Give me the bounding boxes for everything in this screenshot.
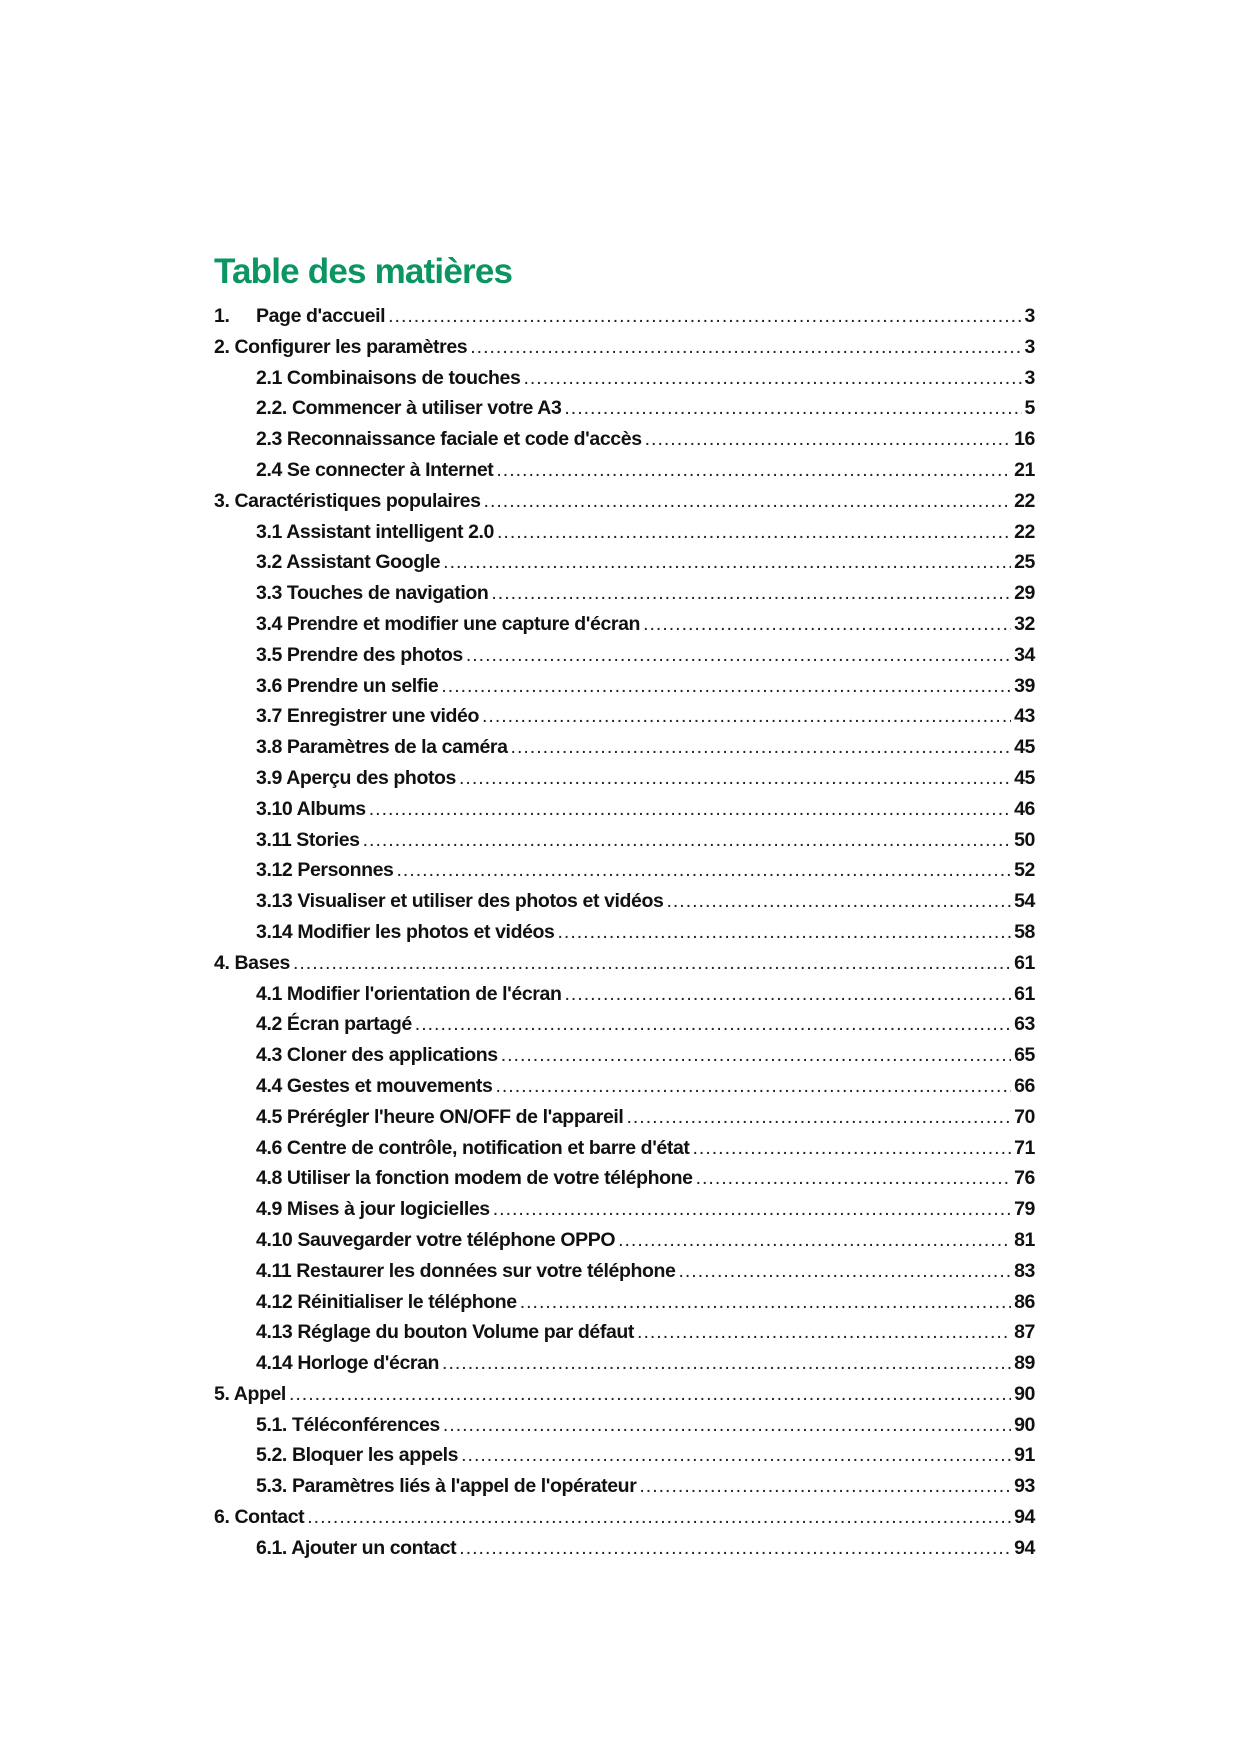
toc-entry-page: 61 — [1014, 982, 1035, 1005]
toc-entry-page: 58 — [1014, 920, 1035, 943]
dot-leader — [461, 1444, 1011, 1467]
toc-entry-title: 5.2. Bloquer les appels — [256, 1444, 459, 1467]
dot-leader — [493, 1198, 1011, 1221]
toc-entry-page: 39 — [1014, 674, 1035, 697]
toc-entry-page: 87 — [1014, 1321, 1035, 1344]
toc-entry-title: 3.6 Prendre un selfie — [256, 674, 439, 697]
toc-entry-title: 3.13 Visualiser et utiliser des photos et vidéos — [256, 890, 664, 913]
toc-entry[interactable] — [214, 459, 1035, 490]
toc-entry-title: 3.7 Enregistrer une vidéo — [256, 705, 480, 728]
dot-leader — [459, 767, 1011, 790]
toc-entry-title: 4.9 Mises à jour logicielles — [256, 1198, 490, 1221]
toc-entry-title: 2. Configurer les paramètres — [214, 335, 468, 358]
toc-entry-page: 50 — [1014, 828, 1035, 851]
dot-leader — [484, 490, 1012, 513]
toc-entry-page: 83 — [1014, 1259, 1035, 1282]
dot-leader — [696, 1167, 1012, 1190]
toc-entry[interactable] — [214, 1167, 1035, 1198]
toc-entry-title: 2.3 Reconnaissance faciale et code d'accès — [256, 428, 642, 451]
toc-entry[interactable] — [214, 1383, 1035, 1414]
toc-entry-page: 29 — [1014, 582, 1035, 605]
dot-leader — [293, 952, 1011, 975]
toc-entry[interactable] — [214, 859, 1035, 890]
dot-leader — [443, 1414, 1011, 1437]
dot-leader — [666, 890, 1011, 913]
dot-leader — [645, 428, 1011, 451]
toc-entry-page: 94 — [1014, 1536, 1035, 1559]
dot-leader — [289, 1383, 1011, 1406]
toc-entry-page: 22 — [1014, 489, 1035, 512]
dot-leader — [618, 1229, 1011, 1252]
toc-entry-page: 21 — [1014, 458, 1035, 481]
dot-leader — [564, 397, 1021, 420]
toc-entry-title: 3.10 Albums — [256, 797, 366, 820]
toc-entry-page: 90 — [1014, 1413, 1035, 1436]
dot-leader — [693, 1137, 1012, 1160]
toc-entry-title: 4.5 Prérégler l'heure ON/OFF de l'appareil — [256, 1105, 624, 1128]
toc-entry-title: 5.3. Paramètres liés à l'appel de l'opérateur — [256, 1475, 637, 1498]
dot-leader — [442, 1352, 1011, 1375]
toc-entry-page: 3 — [1024, 366, 1035, 389]
toc-entry-page: 89 — [1014, 1352, 1035, 1375]
toc-entry-title: 3.1 Assistant intelligent 2.0 — [256, 520, 495, 543]
toc-entry-page: 61 — [1014, 951, 1035, 974]
toc-entry[interactable] — [214, 490, 1035, 521]
toc-entry-page: 45 — [1014, 766, 1035, 789]
toc-entry[interactable] — [214, 921, 1035, 952]
toc-entry-title: 3.4 Prendre et modifier une capture d'écran — [256, 612, 641, 635]
dot-leader — [369, 798, 1011, 821]
toc-entry-title: 3.2 Assistant Google — [256, 551, 441, 574]
toc-entry-title: 3.14 Modifier les photos et vidéos — [256, 920, 555, 943]
toc-entry[interactable] — [214, 736, 1035, 767]
toc-entry-title: 4.3 Cloner des applications — [256, 1044, 498, 1067]
dot-leader — [626, 1106, 1011, 1129]
toc-entry-title: 4.4 Gestes et mouvements — [256, 1074, 493, 1097]
toc-entry-title: 3.11 Stories — [256, 828, 360, 851]
toc-entry[interactable] — [214, 521, 1035, 552]
dot-leader — [459, 1537, 1011, 1560]
toc-entry-page: 86 — [1014, 1290, 1035, 1313]
toc-entry-title: 3.9 Aperçu des photos — [256, 766, 457, 789]
toc-entry-page: 16 — [1014, 428, 1035, 451]
table-of-contents — [214, 305, 1035, 1568]
dot-leader — [678, 1260, 1011, 1283]
toc-entry-page: 45 — [1014, 736, 1035, 759]
dot-leader — [497, 521, 1011, 544]
toc-entry[interactable] — [214, 952, 1035, 983]
toc-entry[interactable] — [214, 829, 1035, 860]
toc-entry-title: 4.13 Réglage du bouton Volume par défaut — [256, 1321, 635, 1344]
toc-entry[interactable] — [214, 1475, 1035, 1506]
dot-leader — [501, 1044, 1011, 1067]
toc-entry[interactable] — [214, 890, 1035, 921]
toc-entry-title: 3.12 Personnes — [256, 859, 394, 882]
toc-entry-title: Page d'accueil — [256, 305, 386, 327]
toc-entry[interactable] — [214, 428, 1035, 459]
toc-entry-page: 76 — [1014, 1167, 1035, 1190]
toc-entry[interactable] — [214, 798, 1035, 829]
page-title: Table des matières — [214, 252, 513, 291]
toc-entry-page: 32 — [1014, 612, 1035, 635]
toc-entry-title: 4.6 Centre de contrôle, notification et barre d'état — [256, 1136, 690, 1159]
toc-entry[interactable] — [214, 1414, 1035, 1445]
dot-leader — [443, 551, 1011, 574]
toc-entry[interactable] — [214, 367, 1035, 398]
dot-leader — [307, 1506, 1011, 1529]
dot-leader — [643, 613, 1011, 636]
dot-leader — [523, 367, 1021, 390]
dot-leader — [470, 336, 1021, 359]
toc-entry-title: 6.1. Ajouter un contact — [256, 1536, 457, 1559]
toc-entry-page: 71 — [1014, 1136, 1035, 1159]
toc-entry-title: 3.8 Paramètres de la caméra — [256, 736, 508, 759]
toc-entry[interactable] — [214, 1291, 1035, 1322]
toc-entry-title: 3.5 Prendre des photos — [256, 643, 463, 666]
toc-entry-page: 93 — [1014, 1475, 1035, 1498]
toc-entry[interactable] — [214, 675, 1035, 706]
toc-entry-title: 4. Bases — [214, 951, 290, 974]
toc-entry[interactable] — [214, 1352, 1035, 1383]
toc-entry-page: 46 — [1014, 797, 1035, 820]
toc-entry-title: 5. Appel — [214, 1382, 286, 1405]
dot-leader — [415, 1013, 1011, 1036]
toc-entry-page: 90 — [1014, 1382, 1035, 1405]
toc-entry-title: 4.1 Modifier l'orientation de l'écran — [256, 982, 562, 1005]
toc-entry[interactable] — [214, 1229, 1035, 1260]
toc-entry-title: 2.4 Se connecter à Internet — [256, 458, 494, 481]
dot-leader — [482, 705, 1011, 728]
toc-entry[interactable] — [214, 336, 1035, 367]
dot-leader — [511, 736, 1012, 759]
toc-entry-title: 5.1. Téléconférences — [256, 1413, 440, 1436]
toc-entry-title: 2.1 Combinaisons de touches — [256, 366, 521, 389]
toc-entry-page: 43 — [1014, 705, 1035, 728]
dot-leader — [495, 1075, 1011, 1098]
toc-entry-title: 4.14 Horloge d'écran — [256, 1352, 440, 1375]
toc-entry[interactable] — [214, 1537, 1035, 1568]
toc-entry-page: 70 — [1014, 1105, 1035, 1128]
toc-entry[interactable] — [214, 1444, 1035, 1475]
toc-entry[interactable] — [214, 1044, 1035, 1075]
toc-entry-page: 34 — [1014, 643, 1035, 666]
toc-entry-page: 81 — [1014, 1228, 1035, 1251]
dot-leader — [396, 859, 1011, 882]
toc-entry[interactable] — [214, 1075, 1035, 1106]
toc-entry-page: 91 — [1014, 1444, 1035, 1467]
toc-entry[interactable] — [214, 397, 1035, 428]
toc-entry-title: 4.10 Sauvegarder votre téléphone OPPO — [256, 1228, 616, 1251]
toc-entry-page: 3 — [1024, 335, 1035, 358]
toc-entry[interactable] — [214, 644, 1035, 675]
toc-entry-title: 3. Caractéristiques populaires — [214, 489, 481, 512]
toc-entry[interactable] — [214, 1260, 1035, 1291]
toc-entry[interactable] — [214, 582, 1035, 613]
toc-entry-title: 3.3 Touches de navigation — [256, 582, 489, 605]
toc-entry-page: 52 — [1014, 859, 1035, 882]
toc-entry-title: 4.2 Écran partagé — [256, 1013, 412, 1036]
toc-entry-title: 6. Contact — [214, 1506, 305, 1529]
toc-entry-page: 79 — [1014, 1198, 1035, 1221]
toc-entry[interactable] — [214, 1137, 1035, 1168]
toc-entry-page: 3 — [1024, 305, 1035, 327]
toc-entry-page: 5 — [1024, 397, 1035, 420]
toc-entry[interactable] — [214, 1321, 1035, 1352]
dot-leader — [520, 1291, 1011, 1314]
toc-entry[interactable] — [214, 551, 1035, 582]
toc-entry-page: 94 — [1014, 1506, 1035, 1529]
dot-leader — [363, 829, 1012, 852]
toc-entry-title: 4.11 Restaurer les données sur votre téléphone — [256, 1259, 676, 1282]
toc-entry[interactable] — [214, 1506, 1035, 1537]
dot-leader — [441, 675, 1011, 698]
toc-entry-title: 4.12 Réinitialiser le téléphone — [256, 1290, 517, 1313]
toc-entry-title: 4.8 Utiliser la fonction modem de votre téléphone — [256, 1167, 693, 1190]
toc-entry-page: 66 — [1014, 1074, 1035, 1097]
toc-entry[interactable] — [214, 1106, 1035, 1137]
toc-entry-page: 63 — [1014, 1013, 1035, 1036]
toc-entry[interactable] — [214, 705, 1035, 736]
dot-leader — [639, 1475, 1011, 1498]
dot-leader — [557, 921, 1011, 944]
toc-entry[interactable] — [214, 613, 1035, 644]
dot-leader — [466, 644, 1011, 667]
toc-entry[interactable] — [214, 983, 1035, 1014]
dot-leader — [491, 582, 1011, 605]
toc-entry[interactable] — [214, 1198, 1035, 1229]
dot-leader — [496, 459, 1011, 482]
toc-entry-page: 65 — [1014, 1044, 1035, 1067]
toc-entry-page: 54 — [1014, 890, 1035, 913]
toc-entry-title: 2.2. Commencer à utiliser votre A3 — [256, 397, 562, 420]
toc-entry[interactable] — [214, 1013, 1035, 1044]
toc-entry-page: 22 — [1014, 520, 1035, 543]
toc-entry-number: 1. — [214, 305, 230, 327]
dot-leader — [637, 1321, 1011, 1344]
dot-leader — [564, 983, 1011, 1006]
toc-entry[interactable] — [214, 305, 1035, 336]
dot-leader — [388, 305, 1021, 328]
toc-entry-page: 25 — [1014, 551, 1035, 574]
toc-entry[interactable] — [214, 767, 1035, 798]
